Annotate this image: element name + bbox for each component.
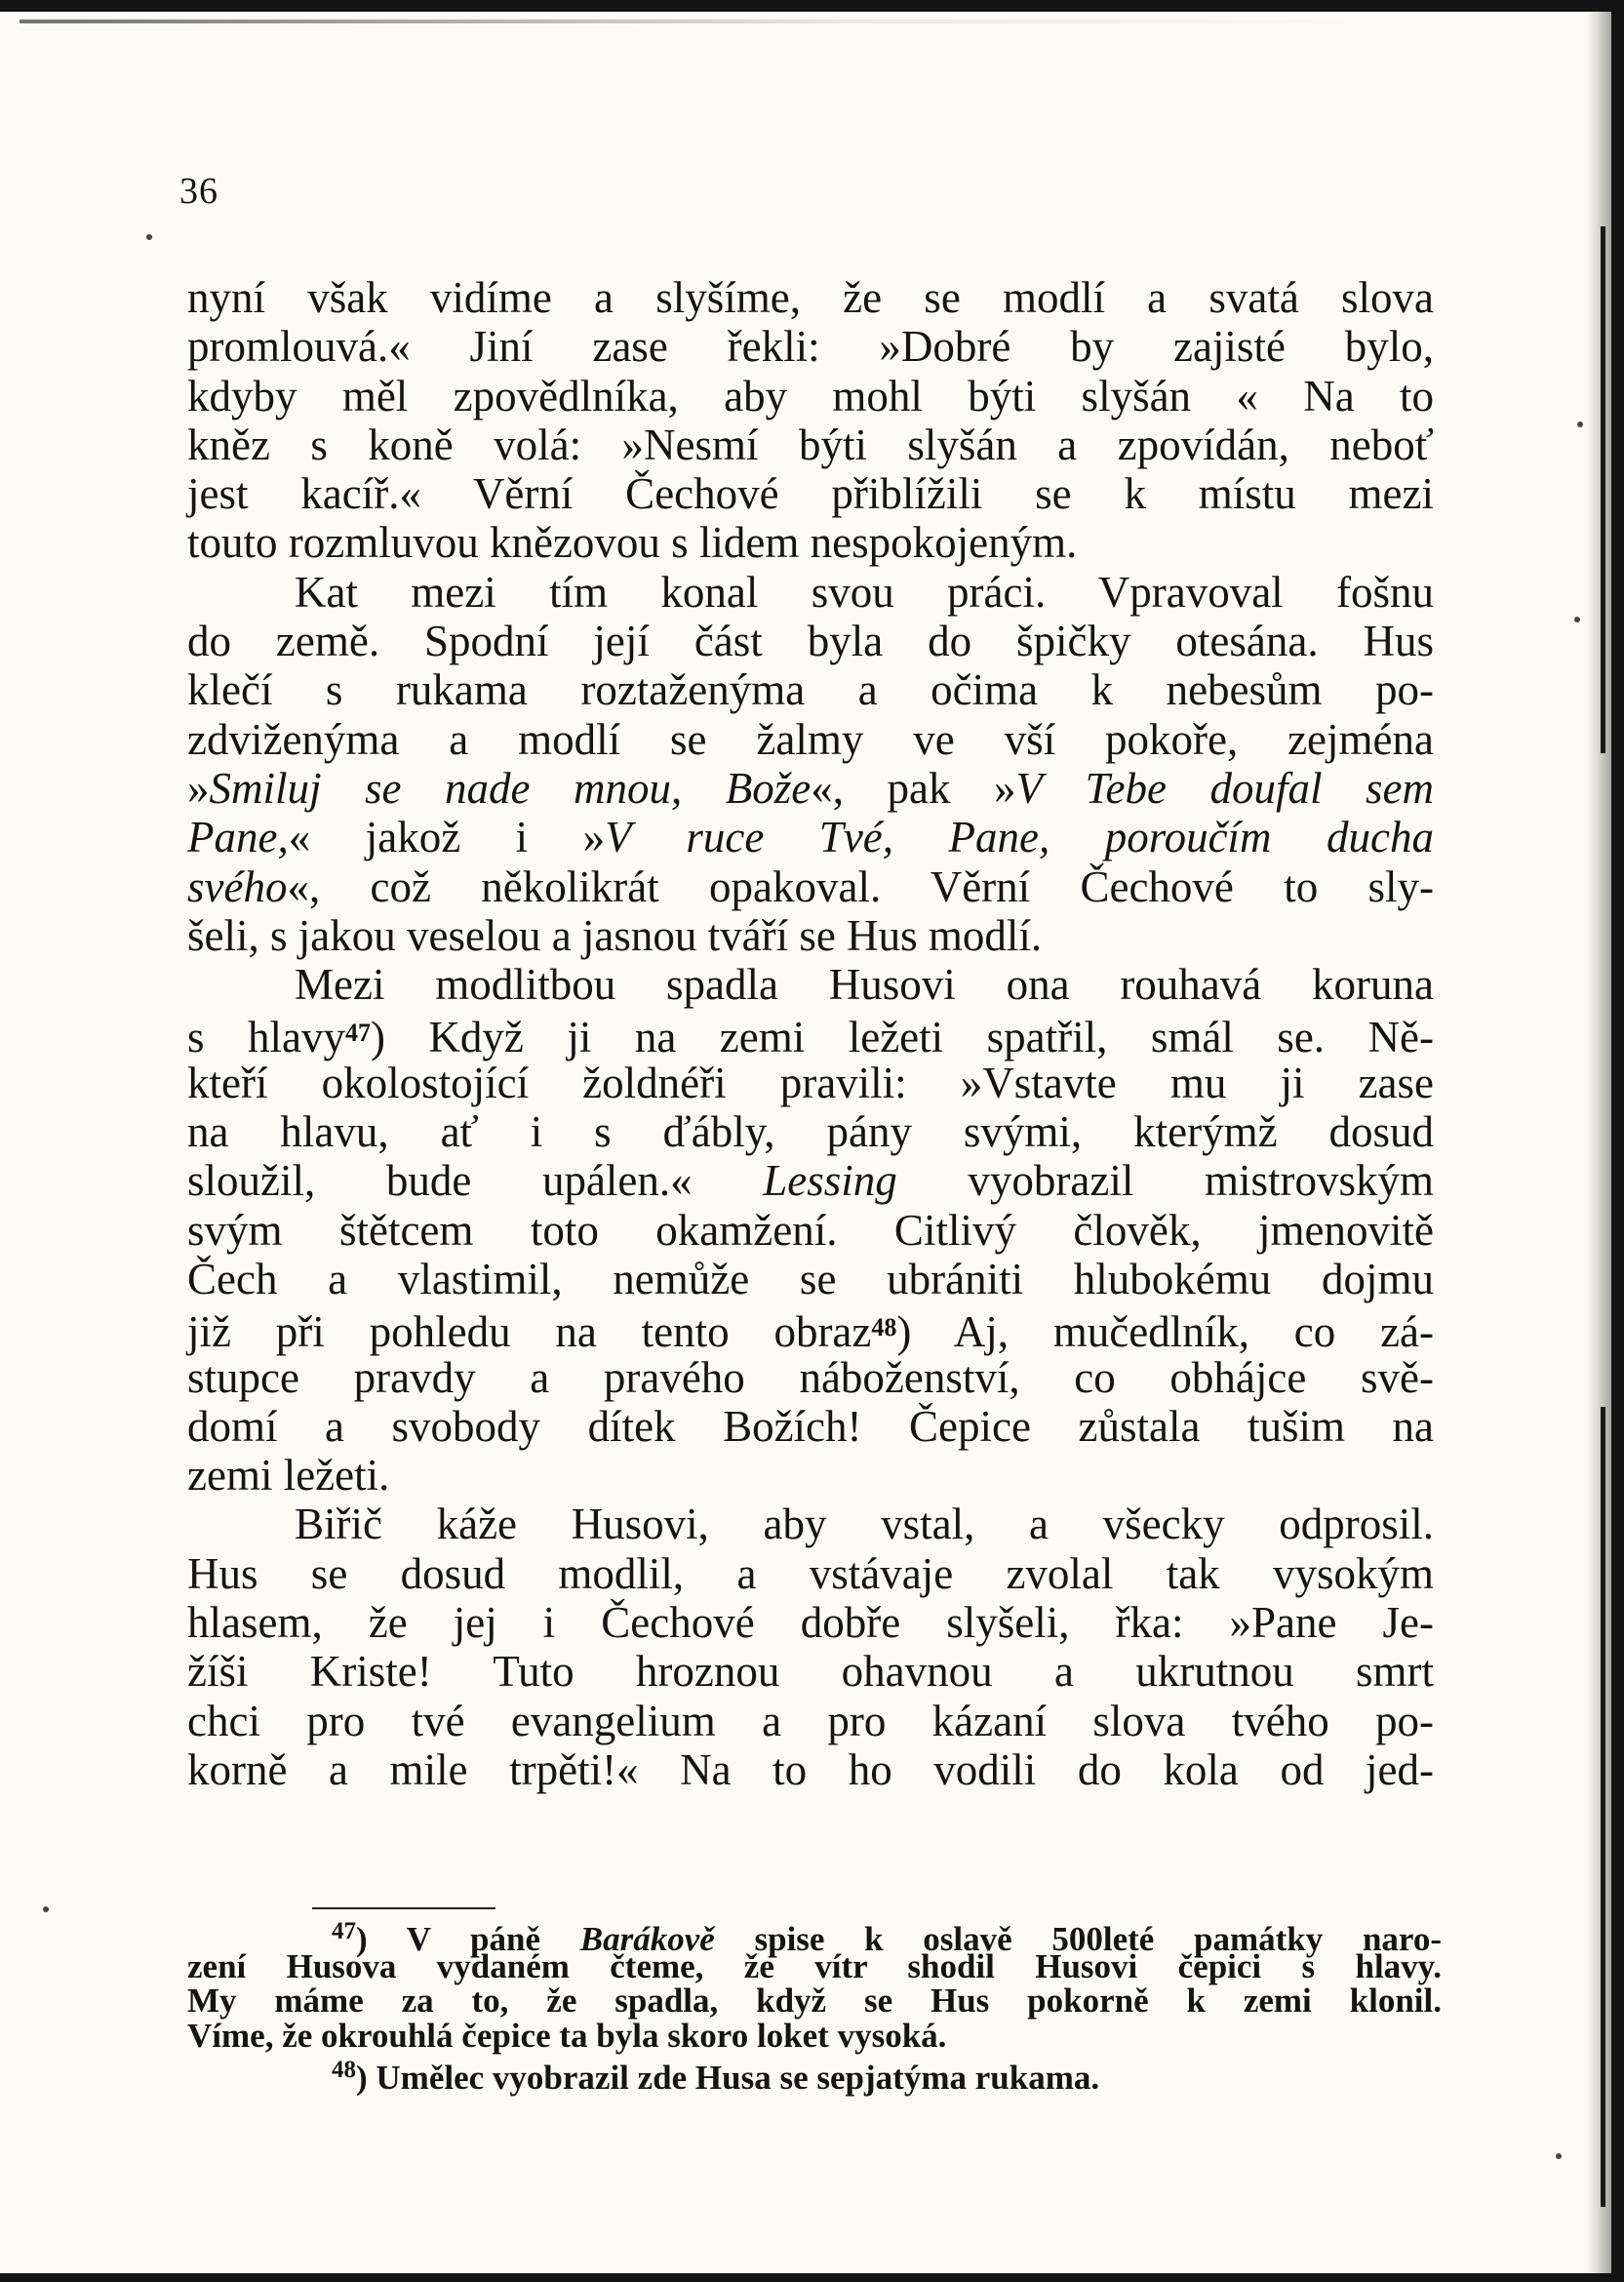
text-run: ) Aj, mučedlník, co zá- [896, 1307, 1434, 1357]
text-line: jest kacíř.« Věrní Čechové přiblížili se k místu mezi [187, 469, 1434, 519]
footnote-48 [187, 2053, 1442, 2097]
scan-speck [43, 1906, 49, 1912]
text-run: vyobrazil mistrovským [896, 1156, 1434, 1206]
body-text [187, 273, 1434, 1794]
text-run: ) V páně [356, 1920, 580, 1958]
footnote-ref-48[interactable]: 48 [871, 1313, 897, 1342]
footnote-line: zení Husova vydaném čteme, že vítr shodil Husovi čepici s hlavy. [187, 1946, 1442, 1985]
text-line: chci pro tvé evangelium a pro kázaní slova tvého po- [187, 1696, 1434, 1745]
text-line: nyní však vidíme a slyšíme, že se modlí a svatá slova [187, 273, 1434, 322]
footnote-divider [312, 1907, 495, 1909]
text-line: touto rozmluvou knězovou s lidem nespokojeným. [187, 518, 1078, 568]
footnote-line: My máme za to, že spadla, když se Hus pokorně k zemi klonil. [187, 1982, 1442, 2020]
text-line: šeli, s jakou veselou a jasnou tváří se Hus modlí. [187, 910, 1043, 960]
italic-quote: Pane, [187, 813, 289, 862]
text-run: již při pohledu na tento obraz [187, 1307, 872, 1357]
text-line [187, 764, 1434, 813]
scan-speck [1574, 617, 1580, 622]
scan-speck [146, 234, 152, 240]
text-line [187, 1009, 1434, 1062]
text-run: sloužil, bude upálen.« [187, 1156, 764, 1206]
text-line: kdyby měl zpovědlníka, aby mohl býti slyšán « Na to [187, 371, 1434, 420]
text-run: s hlavy [187, 1013, 345, 1062]
text-line: zemi ležeti. [187, 1451, 390, 1501]
text-line: klečí s rukama roztaženýma a očima k nebesům po- [187, 665, 1434, 715]
italic-quote: Smiluj se nade mnou, Bože [209, 763, 812, 813]
text-line: stupce pravdy a pravého náboženství, co obhájce svě- [187, 1352, 1434, 1402]
text-line: Biřič káže Husovi, aby vstal, a všecky odprosil. [295, 1500, 1434, 1549]
text-line: kněz s koně volá: »Nesmí býti slyšán a zpovídán, neboť [187, 420, 1434, 469]
text-run: « jakož i » [288, 813, 606, 862]
scan-speck [1577, 421, 1583, 427]
text-line: na hlavu, ať i s ďábly, pány svými, kterýmž dosud [187, 1107, 1434, 1157]
text-line: kteří okolostojící žoldnéři pravili: »Vstavte mu ji zase [187, 1058, 1434, 1107]
scan-top-edge [20, 20, 1385, 23]
footnote-mark: 48 [332, 2057, 356, 2083]
text-line: Čech a vlastimil, nemůže se ubrániti hlubokému dojmu [187, 1254, 1434, 1303]
text-run: ) Umělec vyobrazil zde Husa se sepjatýma rukama. [356, 2059, 1100, 2097]
text-run: ) Když ji na zemi ležeti spatřil, smál se. Ně- [370, 1013, 1434, 1062]
scan-right-edge [1586, 12, 1611, 2273]
italic-quote: V ruce Tvé, Pane, poroučím ducha [605, 813, 1435, 862]
footnote-ref-47[interactable]: 47 [344, 1019, 371, 1048]
footnote-line: Víme, že okrouhlá čepice ta byla skoro loket vysoká. [187, 2016, 947, 2055]
text-run: «, což několikrát opakoval. Věrní Čechové to sly- [287, 861, 1434, 911]
italic-quote: svého [187, 861, 288, 911]
page-number: 36 [179, 171, 218, 212]
footnote-47 [187, 1914, 1442, 1958]
italic-name: Barákově [579, 1920, 715, 1958]
footnotes [187, 1914, 1442, 2097]
text-line: Hus se dosud modlil, a vstávaje zvolal tak vysokým [187, 1548, 1434, 1598]
text-line: do země. Spodní její část byla do špičky otesána. Hus [187, 617, 1434, 666]
italic-name: Lessing [763, 1156, 897, 1206]
book-page [0, 12, 1611, 2273]
text-line: svým štětcem toto okamžení. Citlivý člověk, jmenovitě [187, 1205, 1434, 1255]
scan-binding-bar [1601, 226, 1605, 753]
text-line [187, 813, 1434, 861]
scan-speck [1556, 2153, 1562, 2159]
text-line: zdviženýma a modlí se žalmy ve vší pokoře, zejména [187, 714, 1434, 764]
text-run: spise k oslavě 500leté památky naro- [714, 1920, 1442, 1958]
text-line: domí a svobody dítek Božích! Čepice zůstala tušim na [187, 1401, 1434, 1451]
text-line [187, 1303, 1434, 1357]
italic-quote: V Tebe doufal sem [1015, 763, 1434, 813]
text-line: promlouvá.« Jiní zase řekli: »Dobré by zajisté bylo, [187, 322, 1434, 372]
text-line: Kat mezi tím konal svou práci. Vpravoval fošnu [295, 567, 1434, 617]
text-line: žíši Kriste! Tuto hroznou ohavnou a ukrutnou smrt [187, 1647, 1434, 1697]
text-line [187, 1156, 1434, 1205]
text-run: «, pak » [811, 763, 1016, 813]
scan-binding-bar [1601, 1407, 1605, 2207]
text-line: Mezi modlitbou spadla Husovi ona rouhavá koruna [295, 960, 1434, 1010]
text-line: hlasem, že jej i Čechové dobře slyšeli, řka: »Pane Je- [187, 1598, 1434, 1648]
text-line [187, 862, 1434, 911]
footnote-mark: 47 [332, 1918, 356, 1944]
text-line: korně a mile trpěti!« Na to ho vodili do kola od jed- [187, 1744, 1434, 1794]
text-run: » [187, 763, 210, 813]
